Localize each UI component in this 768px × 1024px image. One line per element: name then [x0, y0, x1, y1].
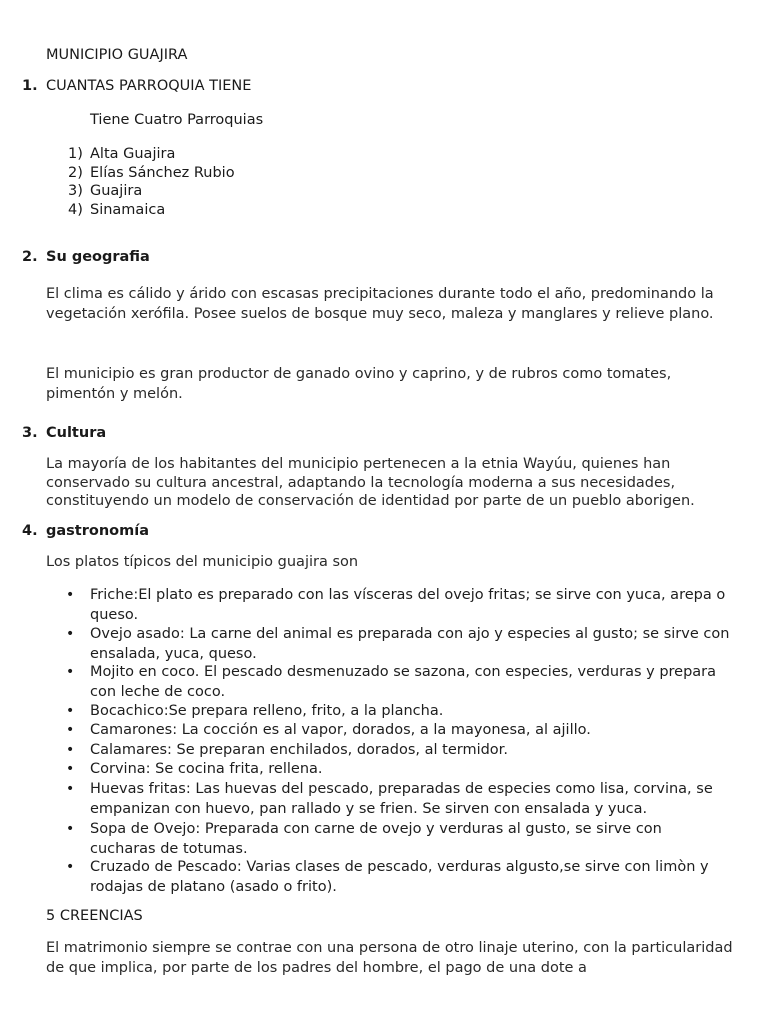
document-title: MUNICIPIO GUAJIRA	[46, 47, 188, 63]
dish-list-item: Mojito en coco. El pescado desmenuzado se sazona, con especies, verduras y prepara con leche de coco.	[90, 664, 717, 700]
dish-list-item: Ovejo asado: La carne del animal es preparada con ajo y especies al gusto; se sirve con ensalada, yuca, queso.	[90, 626, 730, 662]
section-1-number: 1.	[22, 78, 38, 94]
bullet-glyph: •	[66, 703, 75, 719]
dish-list-item: Friche:El plato es preparado con las vísceras del ovejo fritas; se sirve con yuca, arepa o queso.	[90, 587, 726, 623]
bullet-glyph: •	[66, 742, 75, 758]
bullet-glyph: •	[66, 781, 75, 797]
parish-list-item: Elías Sánchez Rubio	[90, 164, 235, 181]
gastronomy-intro: Los platos típicos del municipio guajira son	[46, 554, 359, 570]
geography-paragraph: El municipio es gran productor de ganado ovino y caprino, y de rubros como tomates, pimentón y melón.	[46, 366, 672, 402]
dish-list-item: Calamares: Se preparan enchilados, dorados, al termidor.	[90, 742, 508, 758]
section-1-intro: Tiene Cuatro Parroquias	[90, 112, 264, 128]
section-5-heading: 5 CREENCIAS	[46, 908, 143, 924]
parish-list-number: 3)	[68, 183, 83, 199]
section-3-number: 3.	[22, 425, 38, 441]
section-3-heading: Cultura	[46, 425, 107, 441]
parish-list-number: 1)	[68, 146, 83, 162]
bullet-glyph: •	[66, 626, 75, 642]
parish-list-item: Sinamaica	[90, 201, 166, 218]
section-4-heading: gastronomía	[46, 523, 149, 539]
parish-list-item: Alta Guajira	[90, 146, 176, 162]
section-2-heading: Su geografia	[46, 249, 150, 265]
section-2-number: 2.	[22, 249, 38, 265]
dish-list-item: Corvina: Se cocina frita, rellena.	[90, 761, 323, 777]
section-4-number: 4.	[22, 523, 38, 539]
dish-list-item: Huevas fritas: Las huevas del pescado, preparadas de especies como lisa, corvina, se empanizan con huevo, pan rallado y se frien. Se sirven con ensalada y yuca.	[90, 781, 713, 817]
geography-paragraph: El clima es cálido y árido con escasas precipitaciones durante todo el año, predominando la vegetación xerófila. Posee suelos de bosque muy seco, maleza y manglares y relieve plano.	[46, 286, 714, 322]
bullet-glyph: •	[66, 859, 75, 875]
beliefs-paragraph: El matrimonio siempre se contrae con una persona de otro linaje uterino, con la particularidad de que implica, por parte de los padres del hombre, el pago de una dote a	[46, 940, 733, 976]
culture-paragraph: La mayoría de los habitantes del municipio pertenecen a la etnia Wayúu, quienes han conservado su cultura ancestral, adaptando la tecnología moderna a sus necesidades, constituyendo un modelo de conservación de identidad por parte de un pueblo aborigen.	[46, 456, 695, 509]
parish-list-item: Guajira	[90, 183, 143, 199]
bullet-glyph: •	[66, 722, 75, 738]
dish-list-item: Camarones: La cocción es al vapor, dorados, a la mayonesa, al ajillo.	[90, 722, 591, 738]
dish-list-item: Sopa de Ovejo: Preparada con carne de ovejo y verduras al gusto, se sirve con cucharas de totumas.	[90, 821, 662, 857]
bullet-glyph: •	[66, 664, 75, 680]
bullet-glyph: •	[66, 761, 75, 777]
bullet-glyph: •	[66, 821, 75, 837]
parish-list-number: 4)	[68, 201, 83, 218]
bullet-glyph: •	[66, 587, 75, 603]
dish-list-item: Cruzado de Pescado: Varias clases de pescado, verduras algusto,se sirve con limòn y rodajas de platano (asado o frito).	[90, 859, 709, 895]
dish-list-item: Bocachico:Se prepara relleno, frito, a la plancha.	[90, 703, 444, 719]
parish-list-number: 2)	[68, 164, 83, 181]
section-1-heading: CUANTAS PARROQUIA TIENE	[46, 78, 252, 94]
